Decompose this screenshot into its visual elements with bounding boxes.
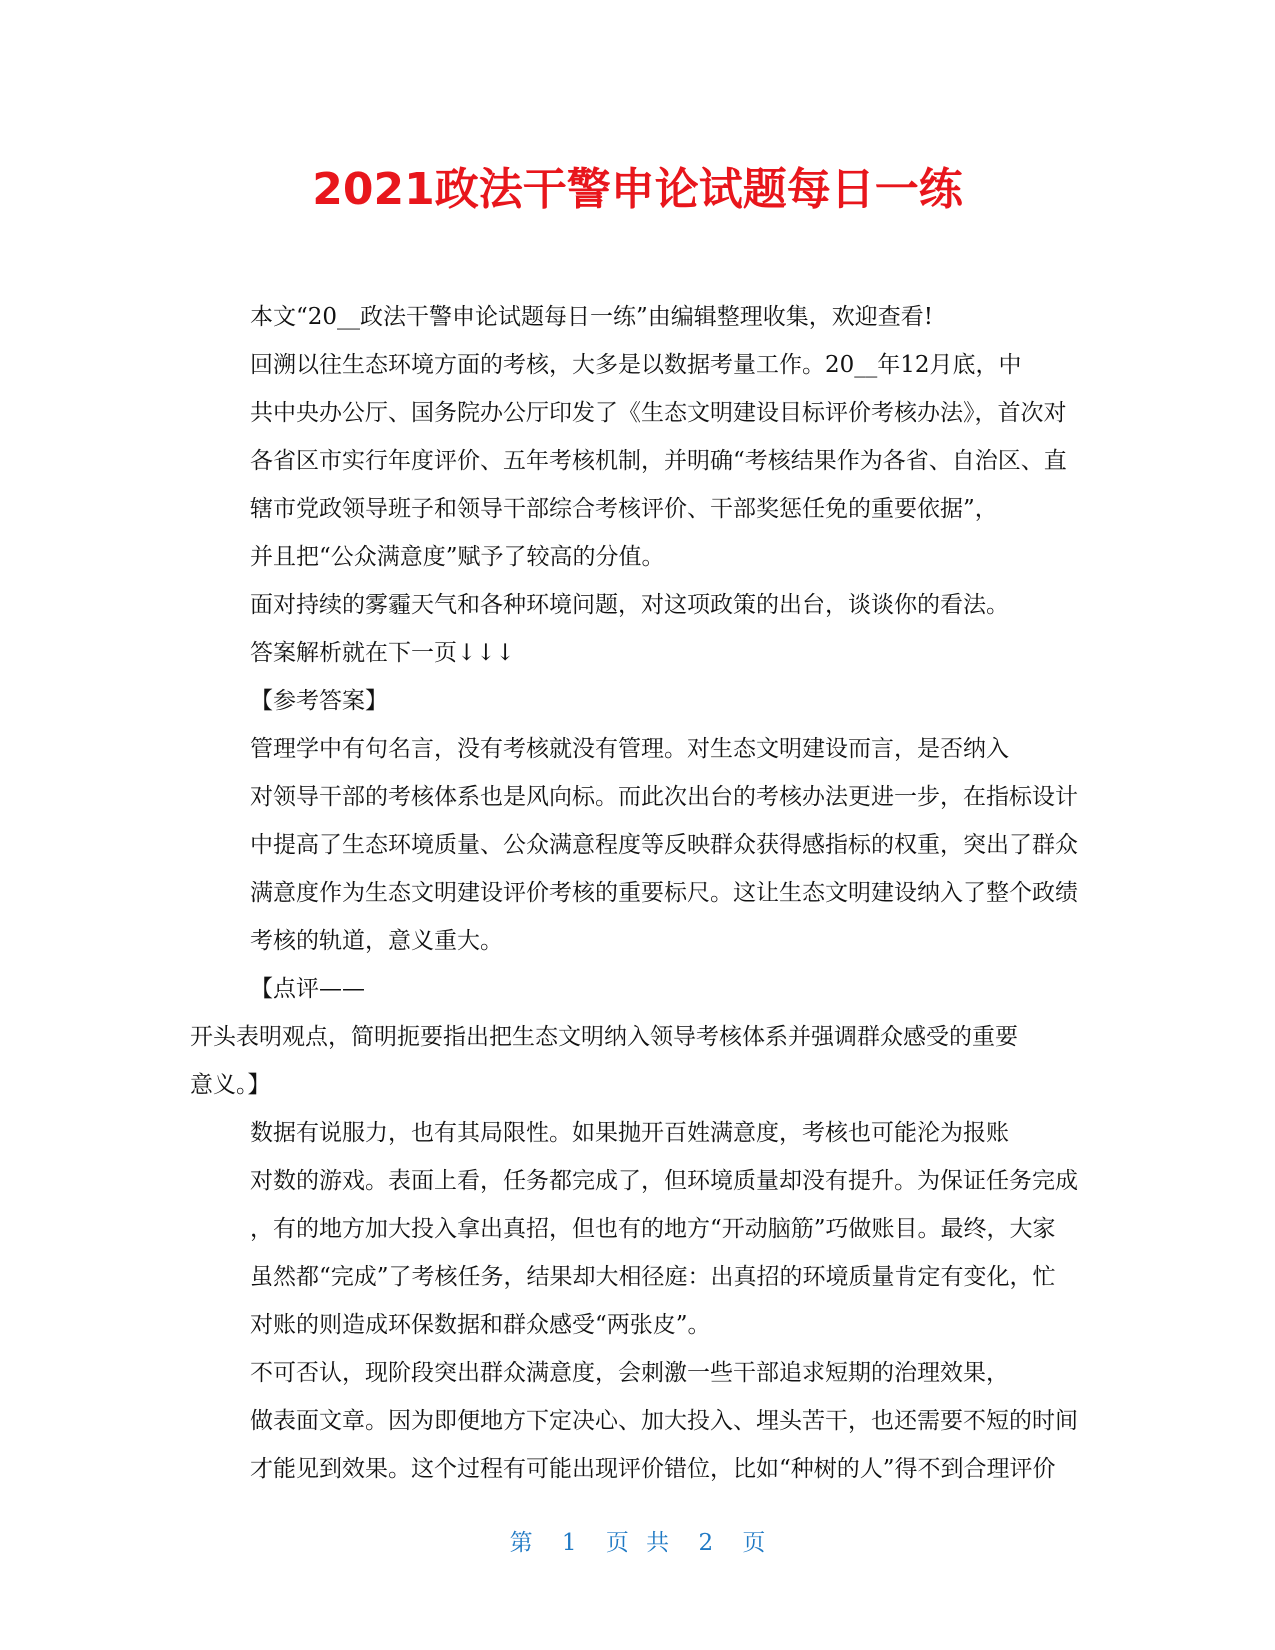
- footer-suffix: 页: [742, 1530, 766, 1556]
- body-paragraph: [190, 1109, 1090, 1349]
- page-footer: [0, 1528, 1275, 1558]
- document-body: [190, 293, 1090, 1493]
- body-paragraph: [190, 1349, 1090, 1493]
- paragraph-line: 面对持续的雾霾天气和各种环境问题，对这项政策的出台，谈谈你的看法。: [250, 592, 1009, 618]
- paragraph-line: 【点评——: [250, 976, 365, 1002]
- body-paragraph: [190, 581, 1090, 629]
- body-paragraph: [190, 1013, 1090, 1109]
- paragraph-line: 考核的轨道，意义重大。: [250, 928, 503, 954]
- paragraph-line: 对领导干部的考核体系也是风向标。而此次出台的考核办法更进一步，在指标设计: [250, 784, 1078, 810]
- footer-total-pages: 2: [698, 1530, 714, 1556]
- paragraph-line: 各省区市实行年度评价、五年考核机制，并明确“考核结果作为各省、自治区、直: [250, 448, 1067, 474]
- footer-middle: 页 共: [605, 1530, 670, 1556]
- paragraph-line: 才能见到效果。这个过程有可能出现评价错位，比如“种树的人”得不到合理评价: [250, 1456, 1056, 1482]
- body-paragraph: [190, 725, 1090, 965]
- paragraph-line: 并且把“公众满意度”赋予了较高的分值。: [250, 544, 665, 570]
- paragraph-line: 答案解析就在下一页↓↓↓: [250, 640, 515, 666]
- document-title: 2021政法干警申论试题每日一练: [312, 164, 963, 215]
- paragraph-line: 【参考答案】: [250, 688, 388, 714]
- paragraph-line: 意义。】: [190, 1072, 271, 1098]
- paragraph-line: 不可否认，现阶段突出群众满意度，会刺激一些干部追求短期的治理效果，: [250, 1360, 1009, 1386]
- body-paragraph: [190, 341, 1090, 581]
- paragraph-line: 共中央办公厅、国务院办公厅印发了《生态文明建设目标评价考核办法》，首次对: [250, 400, 1067, 426]
- body-paragraph: [190, 629, 1090, 677]
- paragraph-line: 对账的则造成环保数据和群众感受“两张皮”。: [250, 1312, 711, 1338]
- paragraph-line: 本文“20__政法干警申论试题每日一练”由编辑整理收集，欢迎查看!: [250, 304, 934, 330]
- body-paragraph: [190, 965, 1090, 1013]
- paragraph-line: 管理学中有句名言，没有考核就没有管理。对生态文明建设而言，是否纳入: [250, 736, 1009, 762]
- paragraph-line: ，有的地方加大投入拿出真招，但也有的地方“开动脑筋”巧做账目。最终，大家: [250, 1216, 1056, 1242]
- paragraph-line: 数据有说服力，也有其局限性。如果抛开百姓满意度，考核也可能沦为报账: [250, 1120, 1009, 1146]
- paragraph-line: 虽然都“完成”了考核任务，结果却大相径庭：出真招的环境质量肯定有变化，忙: [250, 1264, 1056, 1290]
- body-paragraph: [190, 293, 1090, 341]
- body-paragraph: [190, 677, 1090, 725]
- footer-current-page: 1: [561, 1530, 577, 1556]
- footer-prefix: 第: [509, 1530, 533, 1556]
- paragraph-line: 做表面文章。因为即便地方下定决心、加大投入、埋头苦干，也还需要不短的时间: [250, 1408, 1078, 1434]
- paragraph-line: 中提高了生态环境质量、公众满意程度等反映群众获得感指标的权重，突出了群众: [250, 832, 1078, 858]
- paragraph-line: 对数的游戏。表面上看，任务都完成了，但环境质量却没有提升。为保证任务完成: [250, 1168, 1078, 1194]
- paragraph-line: 满意度作为生态文明建设评价考核的重要标尺。这让生态文明建设纳入了整个政绩: [250, 880, 1078, 906]
- paragraph-line: 开头表明观点，简明扼要指出把生态文明纳入领导考核体系并强调群众感受的重要: [190, 1024, 1018, 1050]
- paragraph-line: 辖市党政领导班子和领导干部综合考核评价、干部奖惩任免的重要依据”，: [250, 496, 998, 522]
- paragraph-line: 回溯以往生态环境方面的考核，大多是以数据考量工作。20__年12月底，中: [250, 352, 1022, 378]
